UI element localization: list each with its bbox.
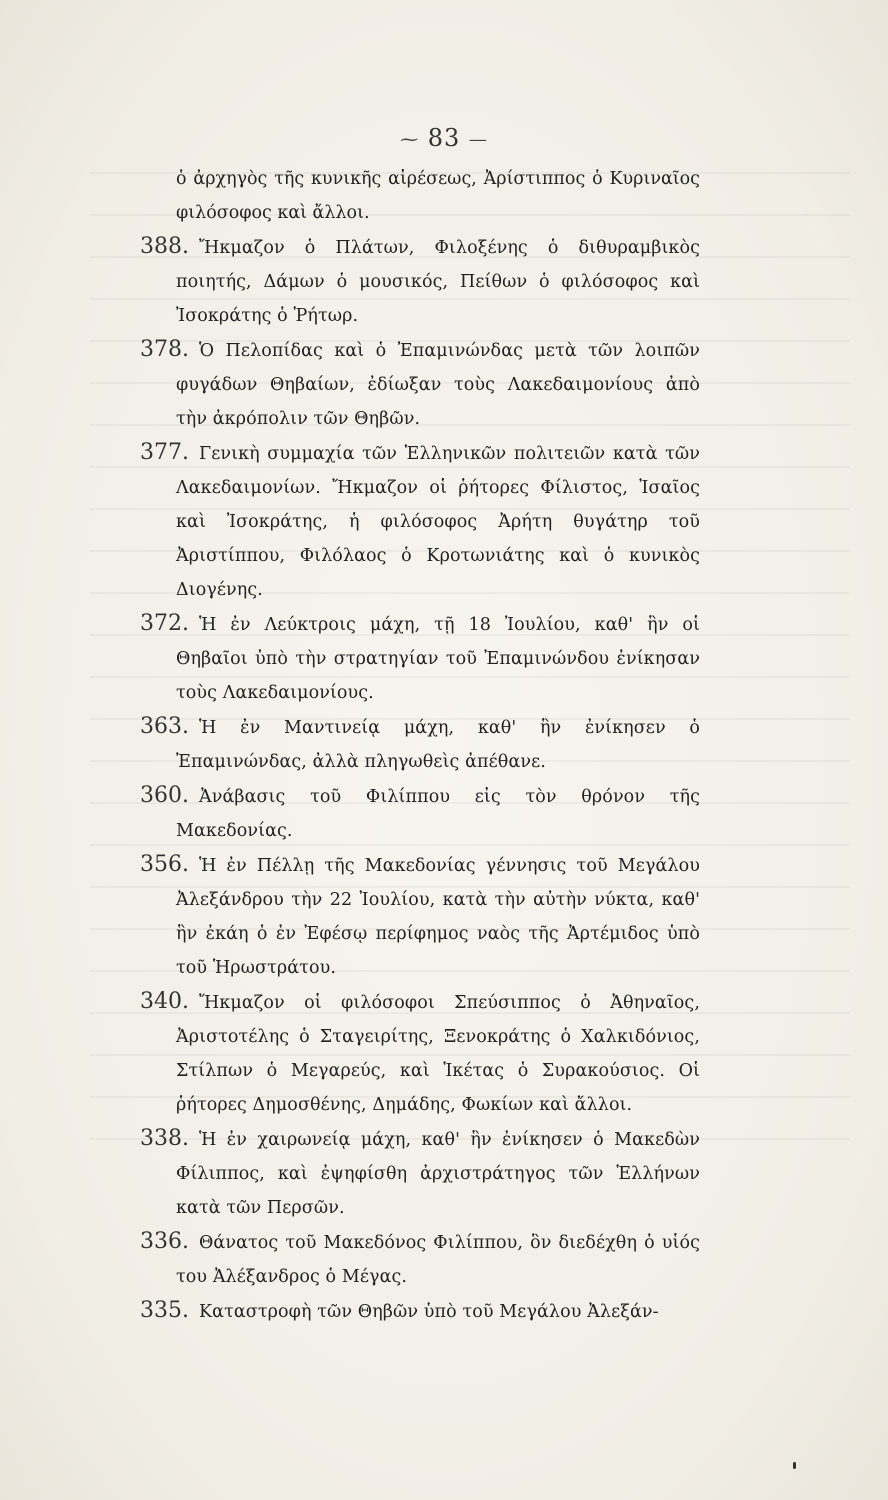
entry-text: Ἤκμαζον ὁ Πλάτων, Φιλοξένης ὁ διθυραμβικὸς ποιητής, Δάμων ὁ μουσικός, Πείθων ὁ φιλόσοφος καὶ Ἰσοκράτης ὁ Ῥήτωρ. [176, 238, 700, 326]
entry-text: Ἡ ἐν χαιρωνείᾳ μάχη, καθ' ἣν ἐνίκησεν ὁ Μακεδὼν Φίλιππος, καὶ ἐψηφίσθη ἀρχιστράτηγος τῶν Ἑλλήνων κατὰ τῶν Περσῶν. [176, 1130, 700, 1218]
ornament-right: — [468, 129, 488, 150]
entry-year: 340. [140, 989, 189, 1014]
page-number-value: 83 [427, 124, 461, 152]
entry-year: 336. [140, 1229, 189, 1254]
entry-360 [140, 779, 700, 848]
page-number [0, 124, 888, 152]
entry-text: Ἡ ἐν Μαντινείᾳ μάχη, καθ' ἣν ἐνίκησεν ὁ Ἐπαμινώνδας, ἀλλὰ πληγωθεὶς ἀπέθανε. [176, 718, 700, 772]
entry-year: 360. [140, 783, 189, 808]
entry-year: 372. [140, 611, 189, 636]
ornament-left: ⁓ [400, 129, 420, 150]
entry-text: Ἀνάβασις τοῦ Φιλίππου εἰς τὸν θρόνον τῆς Μακεδονίας. [176, 787, 700, 841]
entry-336 [140, 1225, 700, 1294]
entry-year: 335. [140, 1298, 189, 1323]
entry-text: Γενικὴ συμμαχία τῶν Ἑλληνικῶν πολιτειῶν κατὰ τῶν Λακεδαιμονίων. Ἤκμαζον οἱ ῥήτορες Φίλιστος, Ἰσαῖος καὶ Ἰσοκράτης, ἡ φιλόσοφος Ἀρήτη θυγάτηρ τοῦ Ἀριστίππου, Φιλόλαος ὁ Κροτωνιάτης καὶ ὁ κυνικὸς Διογένης. [176, 444, 700, 600]
entry-text: Θάνατος τοῦ Μακεδόνος Φιλίππου, ὃν διεδέχθη ὁ υἱός του Ἀλέξανδρος ὁ Μέγας. [176, 1233, 700, 1287]
entry-378 [140, 333, 700, 436]
chronology-text [140, 162, 700, 1329]
entry-388 [140, 230, 700, 333]
entry-text: Ἤκμαζον οἱ φιλόσοφοι Σπεύσιππος ὁ Ἀθηναῖος, Ἀριστοτέλης ὁ Σταγειρίτης, Ξενοκράτης ὁ Χαλκιδόνιος, Στίλπων ὁ Μεγαρεύς, καὶ Ἱκέτας ὁ Συρακούσιος. Οἱ ῥήτορες Δημοσθένης, Δημάδης, Φωκίων καὶ ἄλλοι. [176, 993, 700, 1115]
entry-year: 378. [140, 337, 189, 362]
entry-text: Καταστροφὴ τῶν Θηβῶν ὑπὸ τοῦ Μεγάλου Ἀλεξάν- [198, 1302, 659, 1322]
entry-year: 356. [140, 852, 189, 877]
entry-335 [140, 1294, 700, 1329]
entry-year: 388. [140, 234, 189, 259]
entry-year: 338. [140, 1126, 189, 1151]
entry-year: 363. [140, 714, 189, 739]
entry-text: Ὁ Πελοπίδας καὶ ὁ Ἐπαμινώνδας μετὰ τῶν λοιπῶν φυγάδων Θηβαίων, ἐδίωξαν τοὺς Λακεδαιμονίους ἀπὸ τὴν ἀκρόπολιν τῶν Θηβῶν. [176, 341, 700, 429]
entry-year: 377. [140, 440, 189, 465]
entry-text: Ἡ ἐν Λεύκτροις μάχη, τῇ 18 Ἰουλίου, καθ' ἣν οἱ Θηβαῖοι ὑπὸ τὴν στρατηγίαν τοῦ Ἐπαμινώνδου ἐνίκησαν τοὺς Λακεδαιμονίους. [176, 615, 700, 703]
ink-speck [793, 1462, 796, 1469]
entry-338 [140, 1122, 700, 1225]
continuation-paragraph: ὁ ἀρχηγὸς τῆς κυνικῆς αἱρέσεως, Ἀρίστιππος ὁ Κυριναῖος φιλόσοφος καὶ ἄλλοι. [176, 169, 700, 223]
entry-377 [140, 436, 700, 607]
entry-340 [140, 985, 700, 1122]
entry-372 [140, 607, 700, 710]
entry-356 [140, 848, 700, 985]
entry-363 [140, 710, 700, 779]
entry-text: Ἡ ἐν Πέλλῃ τῆς Μακεδονίας γέννησις τοῦ Μεγάλου Ἀλεξάνδρου τὴν 22 Ἰουλίου, κατὰ τὴν αὐτὴν νύκτα, καθ' ἣν ἐκάη ὁ ἐν Ἐφέσῳ περίφημος ναὸς τῆς Ἀρτέμιδος ὑπὸ τοῦ Ἡρωστράτου. [176, 856, 700, 978]
